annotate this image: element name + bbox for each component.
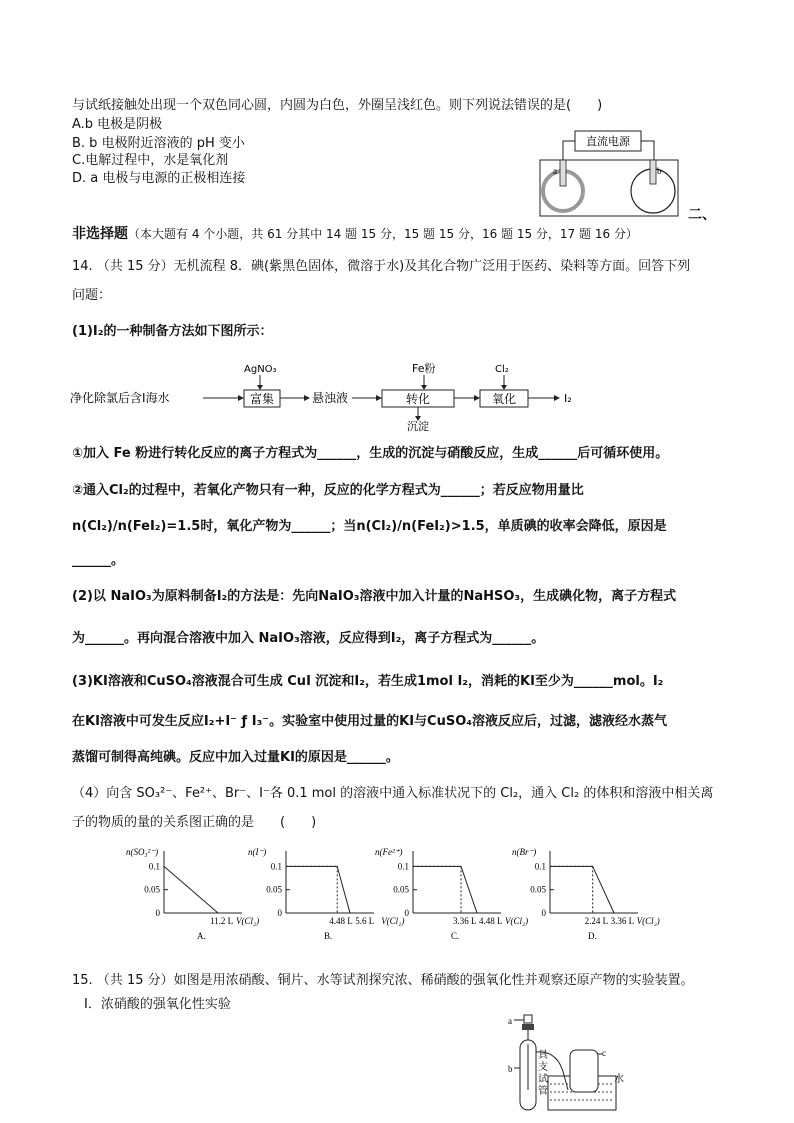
- y-tick-label: 0.1: [148, 861, 160, 872]
- q13-stem: 与试纸接触处出现一个双色同心圆，内圆为白色，外圈呈浅红色。则下列说法错误的是( ): [72, 98, 603, 113]
- series-line: [164, 866, 218, 913]
- apparatus-tube-3: 试: [538, 1074, 548, 1085]
- apparatus-tube-1: 具: [538, 1050, 548, 1061]
- section-title: 非选择题: [72, 226, 128, 242]
- flow-box1: 富集: [249, 392, 275, 406]
- y-axis-label: n(Fe²⁺): [375, 847, 403, 857]
- q14-line-6: 为______。再向混合溶液中加入 NaIO₃溶液，反应得到I₂，离子方程式为______。: [72, 631, 545, 646]
- flow-precipitate: 沉淀: [407, 420, 429, 433]
- apparatus-water: 水: [614, 1074, 624, 1085]
- series-line: [550, 866, 614, 913]
- y-axis-label: n(Br⁻): [512, 847, 537, 857]
- series-line: [286, 866, 350, 913]
- flow-mid: 悬浊液: [312, 391, 349, 405]
- electrolysis-figure: [535, 128, 685, 220]
- y-axis-label: n(I⁻): [248, 847, 267, 857]
- apparatus-label-c: c: [602, 1048, 606, 1058]
- chart-option-label: B.: [324, 931, 333, 941]
- q14-line-4: ______。: [72, 553, 125, 568]
- chart-option-label: D.: [588, 931, 597, 941]
- apparatus-label-b: b: [508, 1064, 513, 1074]
- y-tick-label: 0.05: [530, 884, 546, 895]
- label-b: b: [657, 166, 662, 176]
- x-axis-label: V(Cl₂): [381, 916, 405, 926]
- q14-intro-1: 14. （共 15 分）无机流程 8．碘(紫黑色固体，微溶于水)及其化合物广泛用于医药、染料等方面。回答下列: [72, 259, 691, 274]
- q14-line-1: ①加入 Fe 粉进行转化反应的离子方程式为______，生成的沉淀与硝酸反应，生成______后可循环使用。: [72, 446, 669, 461]
- y-tick-label: 0.1: [270, 861, 282, 872]
- flow-start: 净化除氯后含I海水: [70, 391, 170, 405]
- x-axis-label: V(Cl₂): [636, 916, 660, 926]
- q14-line-10: （4）向含 SO₃²⁻、Fe²⁺、Br⁻、I⁻各 0.1 mol 的溶液中通入标准状况下的 Cl₂，通入 Cl₂ 的体积和溶液中相关离: [72, 786, 714, 801]
- q14-line-8: 在KI溶液中可发生反应I₂+I⁻ ƒ I₃⁻。实验室中使用过量的KI与CuSO₄溶液反应后，过滤，滤液经水蒸气: [72, 714, 667, 729]
- flow-box2: 转化: [405, 392, 431, 406]
- x-axis-label: V(Cl₂): [236, 916, 260, 926]
- flow-reagent3: Cl₂: [495, 364, 509, 375]
- x-tick-label: 4.48 L: [479, 916, 503, 926]
- x-tick-label: 3.36 L: [453, 916, 477, 926]
- q14-line-5: (2)以 NaIO₃为原料制备I₂的方法是：先向NaIO₃溶液中加入计量的NaHSO₃，生成碘化物，离子方程式: [72, 589, 677, 604]
- x-tick-label: 4.48 L: [329, 916, 353, 926]
- q15-sub: Ⅰ．浓硝酸的强氧化性实验: [84, 997, 231, 1012]
- q13-option-b: B. b 电极附近溶液的 pH 变小: [72, 136, 245, 151]
- y-tick-label: 0: [277, 908, 282, 918]
- flow-reagent1: AgNO₃: [244, 364, 277, 375]
- q13-option-d: D. a 电极与电源的正极相连接: [72, 171, 246, 186]
- q14-line-7: (3)KI溶液和CuSO₄溶液混合可生成 CuI 沉淀和I₂，若生成1mol I₂，消耗的KI至少为______mol。I₂: [72, 674, 664, 689]
- chart-option-label: A.: [197, 931, 206, 941]
- series-line: [413, 866, 477, 913]
- apparatus-tube-4: 管: [538, 1086, 548, 1097]
- x-tick-label: 3.36 L: [610, 916, 635, 926]
- q14-intro-2: 问题：: [72, 288, 112, 303]
- chart-d: [512, 845, 662, 945]
- apparatus-label-a: a: [508, 1016, 512, 1026]
- y-tick-label: 0.05: [393, 884, 409, 895]
- q14-line-9: 蒸馏可制得高纯碘。反应中加入过量KI的原因是______。: [72, 750, 399, 765]
- q14-line-2: ②通入Cl₂的过程中，若氧化产物只有一种，反应的化学方程式为______；若反应物用量比: [72, 483, 584, 498]
- q14-part1-title: (1)I₂的一种制备方法如下图所示：: [72, 324, 273, 339]
- apparatus-tube-2: 支: [538, 1062, 548, 1073]
- iodine-flowchart: [70, 360, 590, 432]
- section-number: 二、: [688, 207, 716, 223]
- y-tick-label: 0.05: [266, 884, 282, 895]
- y-tick-label: 0: [404, 908, 409, 918]
- flow-reagent2: Fe粉: [412, 362, 436, 375]
- y-tick-label: 0.1: [397, 861, 409, 872]
- section-heading: [72, 226, 638, 243]
- q14-line-11: 子的物质的量的关系图正确的是 ( ): [72, 815, 317, 830]
- y-axis-label: n(SO₃²⁻): [126, 847, 159, 857]
- label-a: a: [553, 166, 557, 176]
- section-note: （本大题有 4 个小题，共 61 分其中 14 题 15 分，15 题 15 分，16 题 15 分，17 题 16 分）: [128, 227, 638, 241]
- q14-line-3: n(Cl₂)/n(FeI₂)=1.5时，氧化产物为______；当n(Cl₂)/n(FeI₂)>1.5，单质碘的收率会降低，原因是: [72, 519, 667, 534]
- y-tick-label: 0: [541, 908, 546, 918]
- q13-option-a: A.b 电极是阴极: [72, 117, 163, 132]
- flow-box3: 氧化: [491, 392, 517, 406]
- y-tick-label: 0: [155, 908, 160, 918]
- y-tick-label: 0.1: [534, 861, 546, 872]
- x-tick-label: 5.6 L: [355, 916, 375, 926]
- power-label: 直流电源: [586, 135, 630, 148]
- y-tick-label: 0.05: [144, 884, 160, 895]
- x-tick-label: 2.24 L: [584, 916, 609, 926]
- q15-intro: 15. （共 15 分）如图是用浓硝酸、铜片、水等试剂探究浓、稀硝酸的强氧化性并观察还原产物的实验装置。: [72, 973, 694, 988]
- x-tick-label: 11.2 L: [210, 916, 234, 926]
- nitric-acid-apparatus: [506, 1010, 636, 1118]
- chart-option-label: C.: [451, 931, 460, 941]
- x-axis-label: V(Cl₂): [505, 916, 529, 926]
- q13-option-c: C.电解过程中，水是氧化剂: [72, 153, 229, 168]
- chart-a: [126, 845, 266, 945]
- flow-end: I₂: [564, 392, 572, 405]
